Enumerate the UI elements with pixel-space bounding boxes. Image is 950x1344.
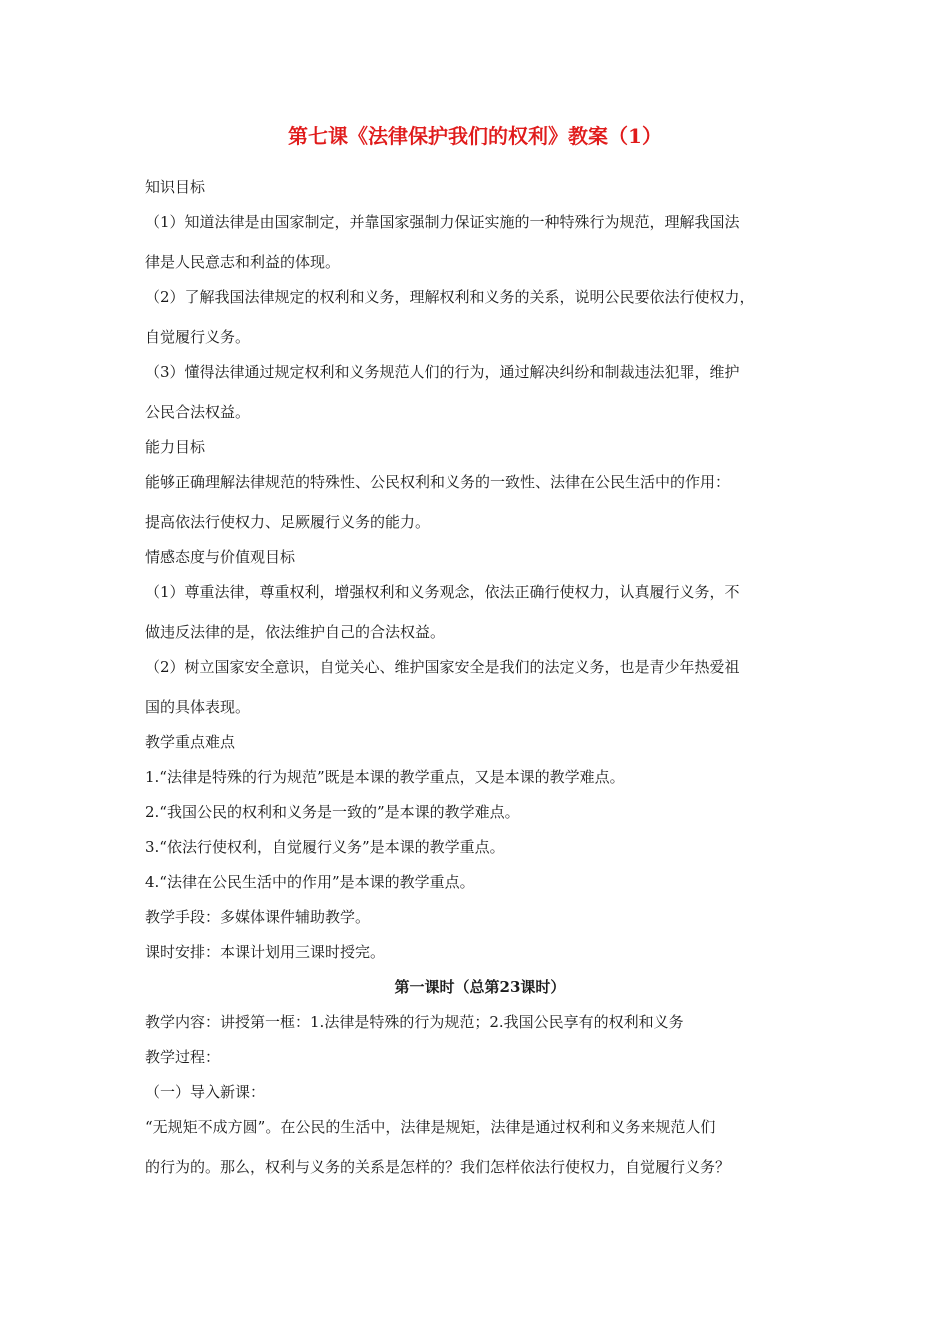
text-line: “无规矩不成方圆”。在公民的生活中，法律是规矩，法律是通过权利和义务来规范人们 bbox=[145, 1118, 716, 1136]
text-line: 教学手段：多媒体课件辅助教学。 bbox=[145, 908, 371, 926]
text-line: （一）导入新课： bbox=[145, 1083, 266, 1101]
document-title: 第七课《法律保护我们的权利》教案（1） bbox=[288, 124, 662, 148]
text-line: （1）知道法律是由国家制定，并靠国家强制力保证实施的一种特殊行为规范，理解我国法 bbox=[145, 213, 740, 231]
text-line: 情感态度与价值观目标 bbox=[145, 548, 296, 566]
lesson-subtitle: 第一课时（总第23课时） bbox=[394, 978, 566, 996]
text-line: 能力目标 bbox=[145, 438, 206, 456]
text-line: 国的具体表现。 bbox=[145, 698, 251, 716]
text-line: （1）尊重法律，尊重权利，增强权利和义务观念，依法正确行使权力，认真履行义务，不 bbox=[145, 583, 740, 601]
text-line: 课时安排：本课计划用三课时授完。 bbox=[145, 943, 386, 961]
text-line: （2）了解我国法律规定的权利和义务，理解权利和义务的关系，说明公民要依法行使权力， bbox=[145, 288, 755, 306]
text-line: 2.“我国公民的权利和义务是一致的”是本课的教学难点。 bbox=[145, 803, 520, 821]
text-line: 教学内容：讲授第一框：1.法律是特殊的行为规范；2.我国公民享有的权利和义务 bbox=[145, 1013, 684, 1031]
text-line: 知识目标 bbox=[145, 178, 206, 196]
text-line: 律是人民意志和利益的体现。 bbox=[145, 253, 341, 271]
text-line: （2）树立国家安全意识，自觉关心、维护国家安全是我们的法定义务，也是青少年热爱祖 bbox=[145, 658, 740, 676]
text-line: 的行为的。那么，权利与义务的关系是怎样的？我们怎样依法行使权力，自觉履行义务？ bbox=[145, 1158, 731, 1176]
text-line: 公民合法权益。 bbox=[145, 403, 251, 421]
text-line: 3.“依法行使权利，自觉履行义务”是本课的教学重点。 bbox=[145, 838, 505, 856]
document-body bbox=[145, 174, 825, 1189]
text-line: 提高依法行使权力、足厥履行义务的能力。 bbox=[145, 513, 431, 531]
text-line: 教学重点难点 bbox=[145, 733, 236, 751]
text-line: 4.“法律在公民生活中的作用”是本课的教学重点。 bbox=[145, 873, 475, 891]
text-line: 教学过程： bbox=[145, 1048, 221, 1066]
text-line: 做违反法律的是，依法维护自己的合法权益。 bbox=[145, 623, 446, 641]
text-line: 1.“法律是特殊的行为规范”既是本课的教学重点，又是本课的教学难点。 bbox=[145, 768, 625, 786]
text-line: 能够正确理解法律规范的特殊性、公民权利和义务的一致性、法律在公民生活中的作用： bbox=[145, 473, 731, 491]
text-line: 自觉履行义务。 bbox=[145, 328, 251, 346]
text-line: （3）懂得法律通过规定权利和义务规范人们的行为，通过解决纠纷和制裁违法犯罪，维护 bbox=[145, 363, 740, 381]
